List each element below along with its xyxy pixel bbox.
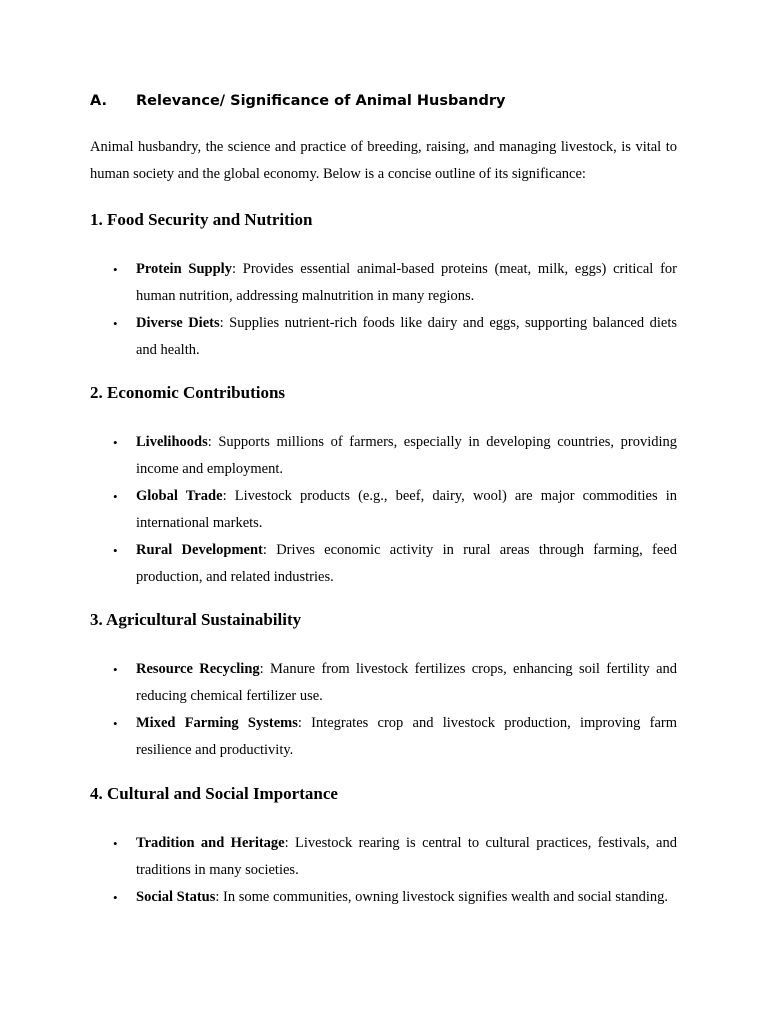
bullet-icon: • [113,890,118,905]
section-heading: 3. Agricultural Sustainability [90,610,302,629]
list-item [113,310,677,364]
item-text: : Integrates crop and livestock production, improving farm resilience and productivity. [136,715,678,758]
bullet-list [90,830,677,911]
bullet-icon: • [113,489,118,504]
item-term: Global Trade [136,488,223,504]
list-item [113,537,677,591]
bullet-list [90,656,677,764]
item-term: Mixed Farming Systems [136,715,298,731]
bullet-icon: • [113,662,118,677]
intro-paragraph: Animal husbandry, the science and practice of breeding, raising, and managing livestock, is vital to human society and the global economy. Below is a concise outline of its significance: [90,139,677,182]
item-text: : Livestock products (e.g., beef, dairy, wool) are major commodities in international markets. [136,488,678,531]
list-item [113,256,677,310]
item-text: : In some communities, owning livestock signifies wealth and social standing. [215,889,669,905]
item-text: : Provides essential animal-based proteins (meat, milk, eggs) critical for human nutrition, addressing malnutrition in many regions. [136,261,677,304]
list-item [113,830,677,884]
item-term: Tradition and Heritage [136,835,285,851]
bullet-icon: • [113,262,118,277]
item-term: Livelihoods [136,434,208,450]
item-text: : Livestock rearing is central to cultural practices, festivals, and traditions in many societies. [136,835,677,878]
title-marker: A. [90,93,107,109]
section-heading: 2. Economic Contributions [90,383,286,402]
section-cultural-social [90,783,677,911]
list-item [113,429,677,483]
item-term: Resource Recycling [136,661,260,677]
list-item [113,710,678,764]
item-term: Social Status [136,889,216,905]
bullet-icon: • [113,435,118,450]
title-text: Relevance/ Significance of Animal Husbandry [136,93,506,109]
item-text: : Supplies nutrient-rich foods like dairy and eggs, supporting balanced diets and health. [136,315,677,358]
item-text: : Drives economic activity in rural areas through farming, feed production, and related industries. [136,542,677,585]
section-food-security [90,209,677,364]
list-item [113,483,678,537]
section-economic-contributions [90,382,677,591]
item-text: : Manure from livestock fertilizes crops, enhancing soil fertility and reducing chemical fertilizer use. [136,661,678,704]
bullet-icon: • [113,836,118,851]
bullet-icon: • [113,716,118,731]
list-item [113,884,677,911]
section-heading: 4. Cultural and Social Importance [90,784,338,803]
item-term: Protein Supply [136,261,232,277]
item-text: : Supports millions of farmers, especially in developing countries, providing income and employment. [136,434,677,477]
item-term: Diverse Diets [136,315,220,331]
section-heading: 1. Food Security and Nutrition [90,210,313,229]
bullet-list [90,429,677,591]
bullet-icon: • [113,543,118,558]
bullet-icon: • [113,316,118,331]
bullet-list [90,256,677,364]
item-term: Rural Development [136,542,263,558]
list-item [113,656,678,710]
section-agricultural-sustainability [90,609,677,764]
document-title [90,91,505,111]
